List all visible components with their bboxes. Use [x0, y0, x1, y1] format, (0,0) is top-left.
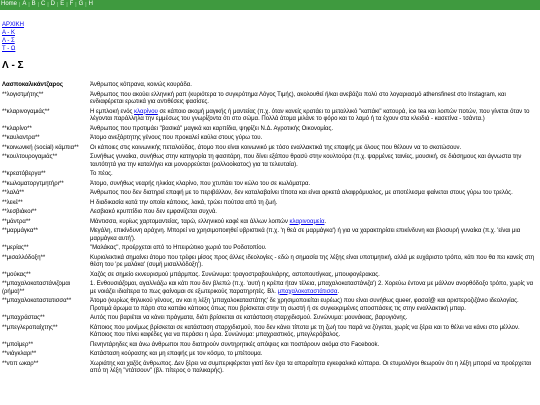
entry-term: Λασποκαλικάντζαρος — [2, 82, 64, 88]
topbar-separator: | — [66, 1, 68, 8]
entry-definition: Συνήθως γυναίκα, συνήθως στην κατηγορία τη φασιτάρη, που δίνει εξάπου θρασύ στην κουλτούρα (π.χ. ψαρμένες ταινίες, μουσική, σε διάσημους και άγνωστα την ταυτότητά για την καταλήγει και μονορρεύεται (ρολλοοίκατος) για τα τελευταία). — [90, 154, 522, 168]
definition-text: Η εμπλοκή ενός — [90, 108, 135, 115]
definition-text: . — [324, 218, 327, 225]
glossary-entry — [2, 255, 536, 270]
glossary-entry — [2, 109, 536, 124]
entry-definition: Πενηντάρηδες και άνω άνθρωποι που διατηρούν συντηρητικές απόψεις και ποστάρουν ακόμα στο Facebook. — [90, 341, 380, 348]
glossary-entry — [2, 245, 536, 253]
glossary-entry — [2, 325, 536, 340]
topbar-link[interactable]: C — [40, 1, 46, 8]
glossary-entry — [2, 82, 536, 90]
glossary-entry — [2, 126, 536, 134]
glossary-entry — [2, 181, 536, 189]
page-title: Λ - Σ — [2, 60, 24, 71]
topbar-separator: | — [75, 1, 77, 8]
section-nav — [2, 21, 24, 53]
entry-term: **κοινωνική (social) κάμπια** — [2, 144, 79, 151]
topbar-link[interactable]: E — [60, 1, 65, 8]
entry-term: **κλαρίνο** — [2, 125, 32, 132]
entry-definition — [90, 219, 536, 227]
topbar-link[interactable]: A — [22, 1, 27, 8]
glossary-entry — [2, 135, 536, 143]
top-nav-bar — [0, 0, 540, 10]
glossary-entry — [2, 92, 536, 107]
entry-definition: Άτομο ανεξάρτητης γένους που προκαλεί καύλα στους γύρω του. — [90, 135, 263, 141]
entry-term: **μούκας** — [2, 271, 31, 278]
entry-term: **μπαχαλοκαταστατισσα** — [2, 298, 72, 304]
entry-term: **κωλοματοργτμητήρι** — [2, 180, 64, 187]
entry-term: **λαλά** — [2, 190, 25, 196]
glossary-entry — [2, 200, 536, 208]
cross-reference-link[interactable]: κλαρίνου — [134, 108, 158, 115]
glossary-entry — [2, 190, 536, 198]
entry-term: **μπαχράστας** — [2, 315, 45, 321]
cross-reference-link[interactable]: μπαχαλοκαταστάτισσα — [277, 288, 338, 295]
entry-definition: Άνθρωπος που δεν διατηρεί επαφή με το περιβάλλον, δεν καταλαβαίνει τίποτα και είναι αρκετά αλαφρόμυαλος, με αποτέλεσμα φαίνεται στους γύρω του τρελός. — [90, 190, 513, 196]
entry-term: **κουλτουρογαμιάς** — [2, 154, 58, 160]
entry-definition: Κατάσταση κούρασης και μη επαφής με τον κόσμο, το μπέτουμα. — [90, 351, 263, 357]
nav-link[interactable]: Λ - Σ — [2, 38, 15, 44]
definition-text: Μάντισσα, κυρίως χαρτομαντείας, ταρώ, ελληνικού καφέ και άλλων λοιπών — [90, 218, 290, 225]
topbar-link[interactable]: B — [31, 1, 36, 8]
entry-definition: Λεσβιακό κρυπτίδιο που δεν εμφανίζεται συχνά. — [90, 209, 217, 215]
glossary-entry — [2, 171, 536, 179]
entry-term: **καυλαντρα** — [2, 135, 40, 141]
entry-term: **κλαρινογαμιάς** — [2, 108, 50, 115]
topbar-separator: | — [56, 1, 59, 8]
entry-definition: Άτομο, συνήθως νεαρής ηλικίας κλαρίνο, που χτυπάει τον κώλο του σε κωλόματρα. — [90, 180, 311, 187]
glossary-entry — [2, 281, 536, 296]
definition-text: . — [337, 288, 340, 295]
entry-term: **ντιπ ωκαρ** — [2, 360, 39, 367]
topbar-separator: | — [47, 1, 49, 8]
glossary-entry — [2, 154, 536, 169]
entry-definition — [90, 281, 536, 296]
entry-term: **λεκέ** — [2, 199, 23, 206]
entry-term: **μισαλλόδοξη** — [2, 254, 46, 261]
entry-term: **μερίας** — [2, 245, 29, 251]
topbar-link[interactable]: Home — [1, 1, 18, 8]
entry-definition: Κάποιος που μονίμως βρίσκεται σε κατάσταση σταρχιδισμού, που δεν κάνει τίποτα με τη ζωή του παρά να ζύγεται, χωρίς να ξέρει και το θέλει να κάνει στο μέλλον. Κάποιος που πίνει καφέδες για να περάσει η ώρα. Συνώνυμα: μπαχραστικός, μπεγλερόβαλος. — [90, 324, 520, 338]
entry-definition: Η διαδικασία κατά την οποία κάποιος, λακά, τρώει πούτσα από τη ζωή. — [90, 199, 278, 206]
nav-link[interactable]: Α - Κ — [2, 30, 16, 36]
entry-term: **λεσβιάκοι** — [2, 209, 37, 215]
glossary-list — [2, 82, 536, 378]
entry-term: **μπαχαλοκαταστάνιζομαι (ρήμα)** — [2, 281, 71, 295]
entry-term: **μάντρα** — [2, 218, 31, 225]
cross-reference-link[interactable]: κλαρινοαμεία — [289, 218, 325, 225]
entry-definition: Άνθρωπος κόπρανα, κοινώς κουράδα. — [90, 82, 192, 88]
topbar-link[interactable]: H — [88, 1, 93, 8]
entry-definition — [90, 109, 536, 124]
definition-text: 1. Ενθουσιάζομαι, αγαλλιάζω και κάτι που δεν βλεπώ (π.χ. 'αυτή η κρέπα ήταν τέλεια, μπαχαλοκαταστάνιζα') 2. Χορεύω έντονα με μάλλον ανορθόδοξο τρόπο, χωρίς να με νοιάζει ιδιαίτερα το πως φαίνομαι σε εξωτερικούς παρατηρητές. Βλ. — [90, 281, 534, 295]
topbar-separator: | — [37, 1, 39, 8]
glossary-entry — [2, 219, 536, 227]
glossary-entry — [2, 298, 536, 313]
glossary-entry — [2, 209, 536, 217]
topbar-separator: | — [85, 1, 87, 8]
entry-definition: Αυτός που βαριέται να κάνει πράγματα, διότι βρίσκεται σε κατάσταση σταρχιδισμού. Συνώνυμα: μουνάκιας, βαρυγιόνης. — [90, 315, 408, 321]
topbar-separator: | — [19, 1, 21, 8]
entry-definition: Οι κάποιες στις κοινωνικής πεταλούδας, άτομο που είναι κοινωνικό με τόσο εναλλακτικά της επαφής με όλους που θέλουν να το σκοτώσουν. — [90, 144, 462, 151]
topbar-link[interactable]: D — [50, 1, 55, 8]
entry-definition: Κυριολεκτικά σημαίνει άτομο που τρέφει μίσος προς άλλες ιδεολογίες - εδώ η σημασία της λέξης είναι υποτιμητική, αλλά με ευχάριστο τρόπο, κάτι που θα πει κανείς στη θέση του 'ρε μαλάκα' (συμή μισαλλόδοξη'). — [90, 254, 535, 268]
glossary-entry — [2, 228, 536, 243]
entry-definition: "Μαλάκας", προέρχεται από το Ηπειρώτικο χωριό του Ροδοτοπίου. — [90, 245, 267, 251]
entry-term: **λογιστμήτης** — [2, 91, 44, 98]
entry-term: **μαρμάγκα** — [2, 228, 38, 234]
glossary-entry — [2, 145, 536, 153]
topbar-separator: | — [28, 1, 30, 8]
nav-link[interactable]: ΑΡΧΙΚΗ — [2, 22, 25, 28]
topbar-link[interactable]: F — [69, 1, 74, 8]
entry-term: **κρεατόβεργα** — [2, 171, 46, 177]
glossary-entry — [2, 351, 536, 359]
glossary-entry — [2, 361, 536, 376]
entry-definition: Μεγάλη, επικίνδυνη αράχνη. Μπορεί να χρησιμοποιηθεί υβριστικά (π.χ. 'η θεά σε μαρμάγκα') ή για να χαρακτηρίσει επικίνδυνη και βλοσυρή γυναίκα (π.χ. 'είναι μια μαρμάγκα αυτή'). — [90, 228, 521, 242]
entry-definition: Άνθρωπος που ακούει ελληνική ραπ (κυριότερα το συγκρότημα Λόγος Τιμής), ακολουθεί ή/και ανεβάζει πολύ στο λογαριασμό athensfinest στο Instagram, και ενδιαφέρεται ερωτικά για αντιθέσεις φασίσες. — [90, 91, 506, 105]
entry-term: **μποϊμερ** — [2, 341, 34, 348]
entry-definition: Χωριάτης και χαζός άνθρωπος. Δεν ξέρει να συμπεριφέρεται γιατί δεν έχει τα απαραίτητα εγκεφαλικά κύτταρα. Οι ετυμολόγοι θεωρούν ότι η λέξη μπορεί να προέρχεται από τη λέξη "ντάτσουν" (βλ. πίτερος ο παλικαρής). — [90, 360, 532, 374]
glossary-entry — [2, 315, 536, 323]
entry-term: **μπεγλεροπαίχτης** — [2, 324, 58, 331]
entry-definition: Χαζός σε σημείο εκνευρισμού μπάρμπας. Συνώνυμα: τραγοστραβουλιάρης, αστοπουτίγκας, μπουφογέρακας. — [90, 271, 380, 278]
entry-definition: Άτομο (κυρίως θηλυκού γένους, αν και η λέξη 'μπαχαλοκαταστάτης' δε χρησιμοποιείται ευρέως) που είναι συνήθως queer, φασαί@ και αριστεροζιζάνιο ιδεολογίας. Προτιμά άρωμα το πάρτι στα καπάκι κάποιος όπως που βρίσκεται στην τη σωστή ή σε συγκεκριμένες αποσπάσεις τις στην εναλλακτική μπαρ. — [90, 298, 519, 312]
entry-definition: Άνθρωπος που προτιμάει "βασικά" μαγικά και καρπίδια, ψηφίζει Ν.Δ. Αγροτικής Οικονομίας. — [90, 125, 334, 132]
nav-link[interactable]: Τ - Ω — [2, 46, 16, 52]
definition-text: σε κάποιο ακομή μαγικής ή μαντείας (π.χ. όταν κανείς κρατάει το μεταλλικό "καπάκι" κατουρά, ice tea και λοιπών ποτών, που γίνεται όταν το λέγονται παράλληλα την εμμέσως του γνωρίζοντα ότι στο σώμα. Πολλά άτομα μιλάνε το φόρο και το λαμό ή τα έχουν στα κλειδιά - κασετίνα - τσάντα.) — [90, 108, 530, 122]
topbar-link[interactable]: G — [78, 1, 84, 8]
glossary-entry — [2, 272, 536, 280]
glossary-entry — [2, 342, 536, 350]
entry-term: **νιάγκλαρι** — [2, 351, 37, 357]
entry-definition: Το πέος. — [90, 171, 113, 177]
